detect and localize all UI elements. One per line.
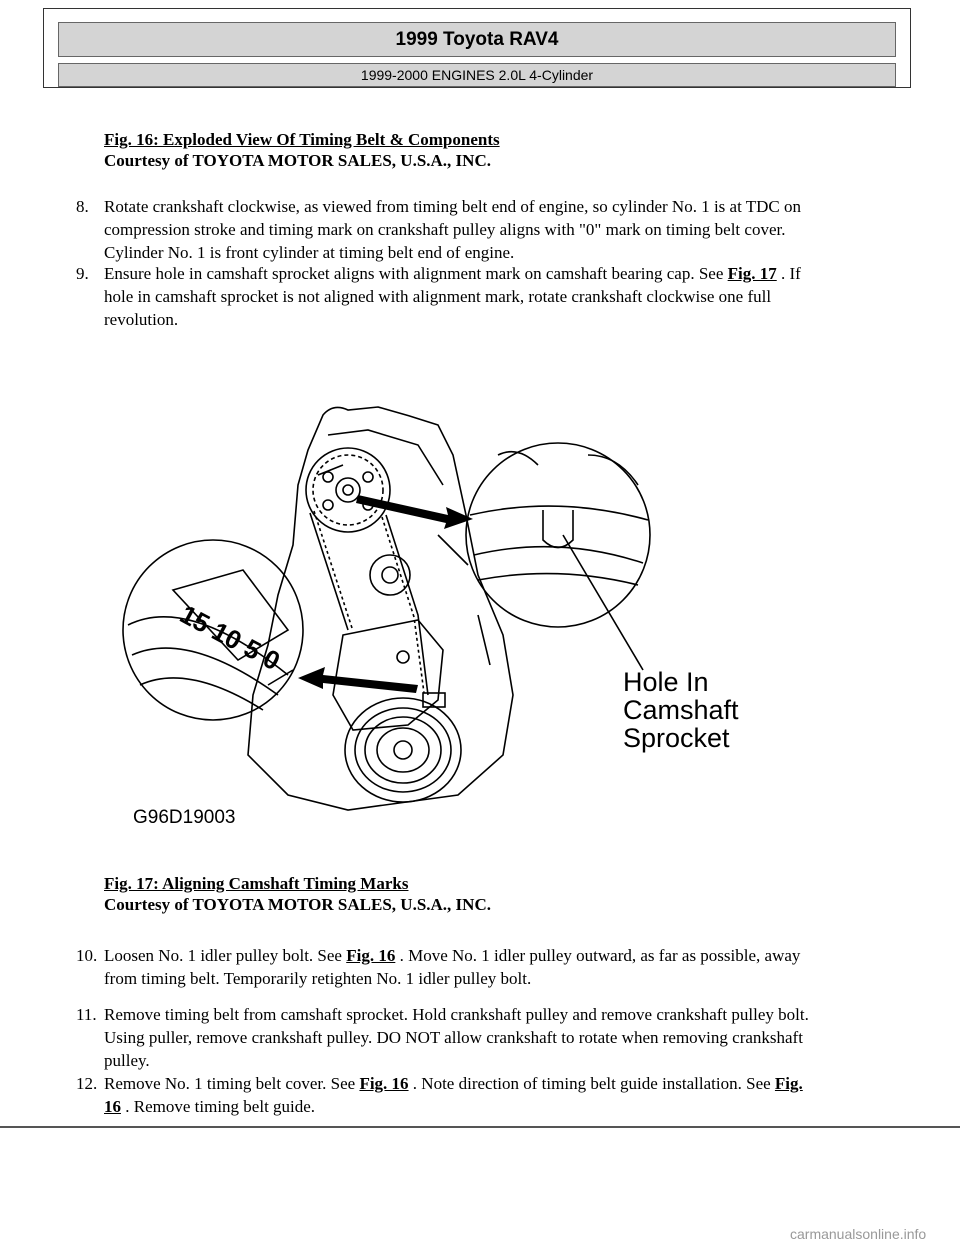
step-line: revolution. bbox=[104, 310, 179, 329]
fig16-link[interactable]: 16 bbox=[104, 1097, 121, 1116]
callout-line-2: Camshaft bbox=[623, 695, 739, 725]
step-line: compression stroke and timing mark on crankshaft pulley aligns with "0" mark on timing belt cover. bbox=[104, 220, 786, 239]
fig16-courtesy: Courtesy of TOYOTA MOTOR SALES, U.S.A., INC. bbox=[104, 151, 491, 170]
page-header bbox=[43, 8, 911, 88]
header-title: 1999 Toyota RAV4 bbox=[58, 22, 896, 57]
step-line: 16 . Remove timing belt guide. bbox=[104, 1097, 316, 1116]
fig16-caption bbox=[104, 129, 500, 171]
fig16-link[interactable]: Fig. 16 bbox=[359, 1074, 409, 1093]
step-8 bbox=[76, 195, 896, 265]
step-line: Remove No. 1 timing belt cover. See Fig. 16 . Note direction of timing belt guide installation. See Fig. bbox=[104, 1074, 803, 1093]
step-number: 11. bbox=[76, 1005, 97, 1024]
fig17-courtesy: Courtesy of TOYOTA MOTOR SALES, U.S.A., INC. bbox=[104, 895, 491, 914]
fig17-title-link[interactable]: Fig. 17: Aligning Camshaft Timing Marks bbox=[104, 874, 409, 893]
step-line: Remove timing belt from camshaft sprocket. Hold crankshaft pulley and remove crankshaft pulley bolt. bbox=[104, 1005, 809, 1024]
fig16-link[interactable]: Fig. 16 bbox=[346, 946, 396, 965]
step-number: 10. bbox=[76, 946, 98, 965]
step-number: 9. bbox=[76, 264, 89, 283]
step-12 bbox=[76, 1072, 896, 1120]
step-line: Rotate crankshaft clockwise, as viewed from timing belt end of engine, so cylinder No. 1 is at TDC on bbox=[104, 197, 801, 216]
callout-line-3: Sprocket bbox=[623, 723, 730, 753]
step-11 bbox=[76, 1003, 896, 1073]
step-line: Ensure hole in camshaft sprocket aligns with alignment mark on camshaft bearing cap. See Fig. 17 . If bbox=[104, 264, 801, 283]
scale-marks: 15 10 5 0 bbox=[175, 598, 286, 677]
header-subtitle: 1999-2000 ENGINES 2.0L 4-Cylinder bbox=[58, 63, 896, 87]
step-line: Cylinder No. 1 is front cylinder at timing belt end of engine. bbox=[104, 243, 515, 262]
step-line: Loosen No. 1 idler pulley bolt. See Fig. 16 . Move No. 1 idler pulley outward, as far as possible, away bbox=[104, 946, 801, 965]
watermark: carmanualsonline.info bbox=[790, 1226, 927, 1242]
fig17-link[interactable]: Fig. 17 bbox=[727, 264, 777, 283]
step-9 bbox=[76, 262, 896, 332]
step-10 bbox=[76, 944, 896, 992]
figure-code: G96D19003 bbox=[133, 807, 236, 828]
fig16-link[interactable]: Fig. bbox=[774, 1074, 803, 1093]
page-divider bbox=[0, 1126, 960, 1128]
step-number: 12. bbox=[76, 1074, 98, 1093]
step-line: Using puller, remove crankshaft pulley. DO NOT allow crankshaft to rotate when removing crankshaft bbox=[104, 1028, 803, 1047]
fig16-title-link[interactable]: Fig. 16: Exploded View Of Timing Belt & Components bbox=[104, 130, 500, 149]
step-line: from timing belt. Temporarily retighten No. 1 idler pulley bolt. bbox=[104, 969, 532, 988]
timing-marks-illustration bbox=[118, 395, 758, 835]
step-line: hole in camshaft sprocket is not aligned with alignment mark, rotate crankshaft clockwise one full bbox=[104, 287, 772, 306]
callout-line-1: Hole In bbox=[623, 667, 709, 697]
step-line: pulley. bbox=[104, 1051, 150, 1070]
step-number: 8. bbox=[76, 197, 89, 216]
fig17-caption bbox=[104, 873, 491, 915]
